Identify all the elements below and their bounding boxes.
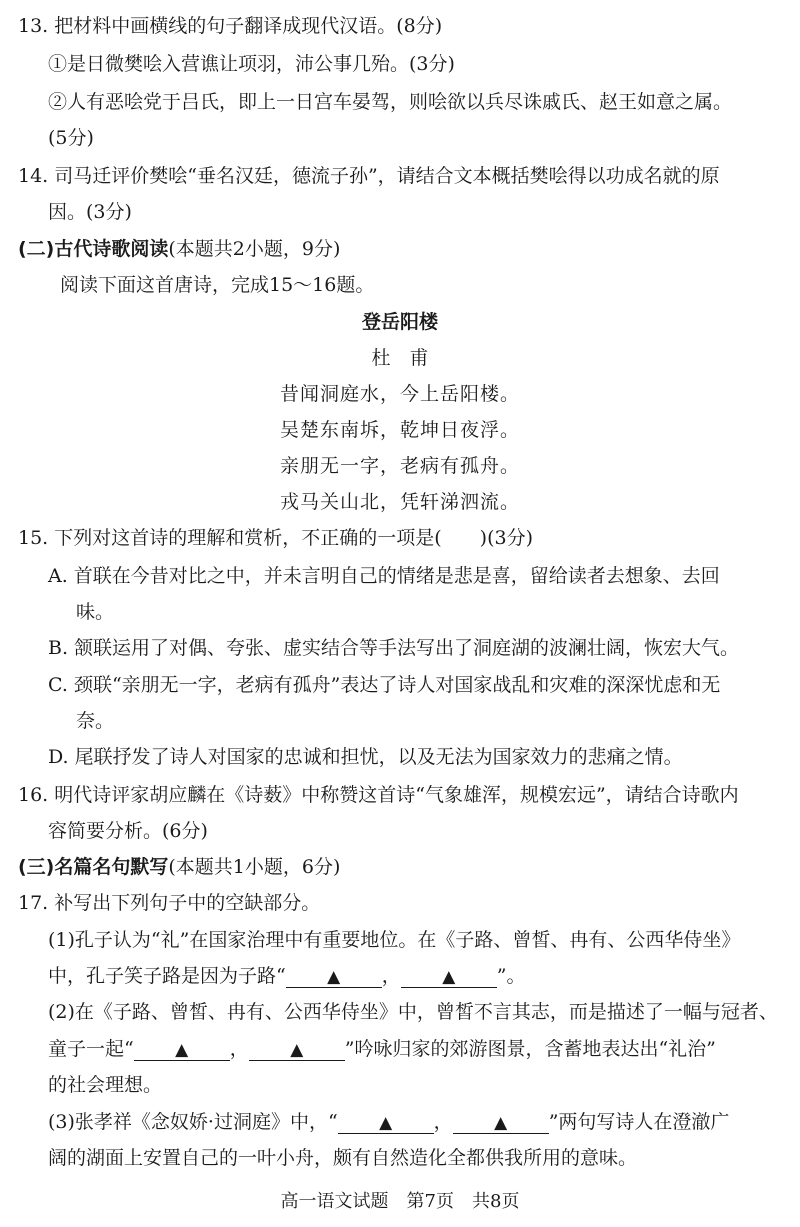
section-3-heading — [18, 855, 340, 879]
q17-part-2-pre: 童子一起“ — [48, 1038, 134, 1060]
q13-sentence-2: ②人有恶哙党于吕氏，即上一日宫车晏驾，则哙欲以兵尽诛戚氏、赵王如意之属。 — [48, 91, 733, 113]
q17-part-3-pre: (3)张孝祥《念奴娇·过洞庭》中，“ — [48, 1111, 338, 1133]
q15-stem-before: 15. 下列对这首诗的理解和赏析，不正确的一项是( — [18, 527, 442, 549]
q14-line-1: 14. 司马迁评价樊哙“垂名汉廷，德流子孙”，请结合文本概括樊哙得以功成名就的原 — [18, 165, 720, 187]
blank-triangle-icon: ▲ — [379, 1113, 393, 1133]
section-3-heading-bold: (三)名篇名句默写 — [18, 856, 169, 878]
q17-part-1-pre: 中，孔子笑子路是因为子路“ — [48, 965, 286, 987]
q17-stem: 17. 补写出下列句子中的空缺部分。 — [18, 892, 321, 914]
q17-blank-5 — [338, 1112, 434, 1134]
q17-part-2-line-3: 的社会理想。 — [48, 1074, 163, 1096]
poem-line-4: 戎马关山北，凭轩涕泗流。 — [279, 491, 520, 513]
q17-part-1-line-2 — [48, 964, 525, 988]
q13-sentence-2-score: (5分) — [48, 127, 94, 149]
q17-part-2-comma: ， — [229, 1038, 249, 1060]
q17-part-2-post: ”吟咏归家的郊游图景，含蓄地表达出“礼治” — [344, 1038, 716, 1060]
q17-blank-4 — [249, 1039, 345, 1061]
q15-option-a: A. 首联在今昔对比之中，并未言明自己的情绪是悲是喜，留给读者去想象、去回 — [48, 565, 720, 587]
section-2-heading — [18, 237, 340, 261]
q13-sentence-1: ①是日微樊哙入营谯让项羽，沛公事几殆。(3分) — [48, 53, 455, 75]
page-footer: 高一语文试题 第7页 共8页 — [280, 1191, 520, 1212]
blank-triangle-icon: ▲ — [290, 1040, 304, 1060]
section-2-intro: 阅读下面这首唐诗，完成15～16题。 — [60, 274, 375, 296]
blank-triangle-icon: ▲ — [494, 1113, 508, 1133]
q15-stem-after: )(3分) — [479, 527, 533, 549]
q17-blank-1 — [286, 966, 382, 988]
poem-author: 杜 甫 — [371, 347, 429, 369]
q17-part-1-end: ”。 — [496, 965, 526, 987]
q15-option-a-cont: 味。 — [76, 601, 115, 623]
q17-part-3-post: ”两句写诗人在澄澈广 — [548, 1111, 730, 1133]
q15-option-c-cont: 奈。 — [76, 710, 115, 732]
section-2-heading-rest: (本题共2小题，9分) — [168, 238, 341, 260]
q17-part-2-line-1: (2)在《子路、曾皙、冉有、公西华侍坐》中，曾皙不言其志，而是描述了一幅与冠者、 — [48, 1001, 778, 1023]
poem-title: 登岳阳楼 — [361, 311, 438, 333]
section-3-heading-rest: (本题共1小题，6分) — [168, 856, 341, 878]
q15-option-d: D. 尾联抒发了诗人对国家的忠诚和担忧，以及无法为国家效力的悲痛之情。 — [48, 746, 683, 768]
q16-line-2: 容简要分析。(6分) — [48, 820, 208, 842]
q17-part-3-line-2: 阔的湖面上安置自己的一叶小舟，颇有自然造化全都供我所用的意味。 — [48, 1147, 638, 1169]
q14-line-2: 因。(3分) — [48, 201, 132, 223]
q17-part-3-line-1 — [48, 1110, 729, 1134]
q17-blank-3 — [134, 1039, 230, 1061]
blank-triangle-icon: ▲ — [175, 1040, 189, 1060]
poem-line-3: 亲朋无一字，老病有孤舟。 — [279, 455, 520, 477]
q16-line-1: 16. 明代诗评家胡应麟在《诗薮》中称赞这首诗“气象雄浑，规模宏远”，请结合诗歌内 — [18, 784, 739, 806]
blank-triangle-icon: ▲ — [327, 967, 341, 987]
q17-blank-6 — [453, 1112, 549, 1134]
section-2-heading-bold: (二)古代诗歌阅读 — [18, 238, 169, 260]
blank-triangle-icon: ▲ — [442, 967, 456, 987]
poem-line-2: 吴楚东南坼，乾坤日夜浮。 — [279, 419, 520, 441]
q13-stem: 13. 把材料中画横线的句子翻译成现代汉语。(8分) — [18, 15, 443, 37]
q15-option-b: B. 颔联运用了对偶、夸张、虚实结合等手法写出了洞庭湖的波澜壮阔，恢宏大气。 — [48, 637, 740, 659]
q15-option-c: C. 颈联“亲朋无一字，老病有孤舟”表达了诗人对国家战乱和灾难的深深忧虑和无 — [48, 674, 721, 696]
q17-part-1-line-1: (1)孔子认为“礼”在国家治理中有重要地位。在《子路、曾皙、冉有、公西华侍坐》 — [48, 929, 741, 951]
poem-line-1: 昔闻洞庭水，今上岳阳楼。 — [279, 383, 520, 405]
q17-part-3-comma: ， — [433, 1111, 453, 1133]
q17-part-2-line-2 — [48, 1037, 716, 1061]
q17-part-1-comma: ， — [381, 965, 401, 987]
q15-stem — [18, 526, 533, 550]
q17-blank-2 — [401, 966, 497, 988]
